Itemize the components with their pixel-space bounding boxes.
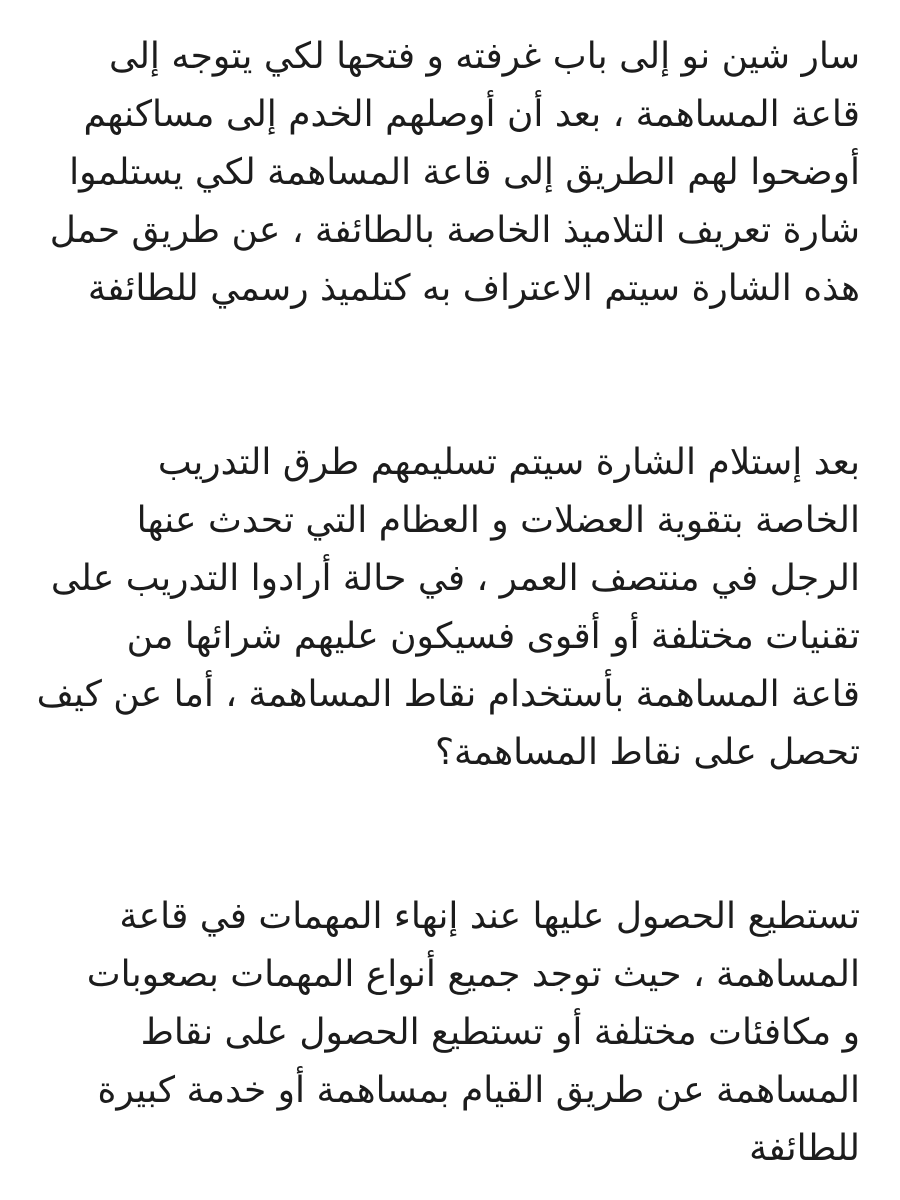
paragraph-line: قاعة المساهمة بأستخدام نقاط المساهمة ، أما عن كيف <box>36 674 860 715</box>
paragraph-line: سار شين نو إلى باب غرفته و فتحها لكي يتوجه إلى <box>108 36 860 77</box>
paragraph-line: الخاصة بتقوية العضلات و العظام التي تحدث عنها <box>136 500 860 541</box>
paragraph-3 <box>40 888 860 1178</box>
paragraph-line: بعد إستلام الشارة سيتم تسليمهم طرق التدريب <box>157 442 860 483</box>
paragraph-line: المساهمة عن طريق القيام بمساهمة أو خدمة كبيرة <box>97 1070 860 1111</box>
paragraph-line: تستطيع الحصول عليها عند إنهاء المهمات في قاعة <box>119 896 860 937</box>
paragraph-line: تحصل على نقاط المساهمة؟ <box>434 732 860 773</box>
paragraph-line: المساهمة ، حيث توجد جميع أنواع المهمات بصعوبات <box>86 954 860 995</box>
paragraph-line: للطائفة <box>749 1128 860 1169</box>
paragraph-line: الرجل في منتصف العمر ، في حالة أرادوا التدريب على <box>50 558 860 599</box>
document-page <box>0 28 900 1200</box>
paragraph-line: هذه الشارة سيتم الاعتراف به كتلميذ رسمي للطائفة <box>87 268 860 309</box>
paragraph-line: أوضحوا لهم الطريق إلى قاعة المساهمة لكي يستلموا <box>69 152 860 193</box>
paragraph-line: و مكافئات مختلفة أو تستطيع الحصول على نقاط <box>140 1012 860 1053</box>
paragraph-line: تقنيات مختلفة أو أقوى فسيكون عليهم شرائها من <box>126 616 860 657</box>
paragraph-1 <box>40 28 860 318</box>
paragraph-line: قاعة المساهمة ، بعد أن أوصلهم الخدم إلى مساكنهم <box>83 94 860 135</box>
paragraph-line: شارة تعريف التلاميذ الخاصة بالطائفة ، عن طريق حمل <box>49 210 860 251</box>
paragraph-2 <box>36 434 860 782</box>
